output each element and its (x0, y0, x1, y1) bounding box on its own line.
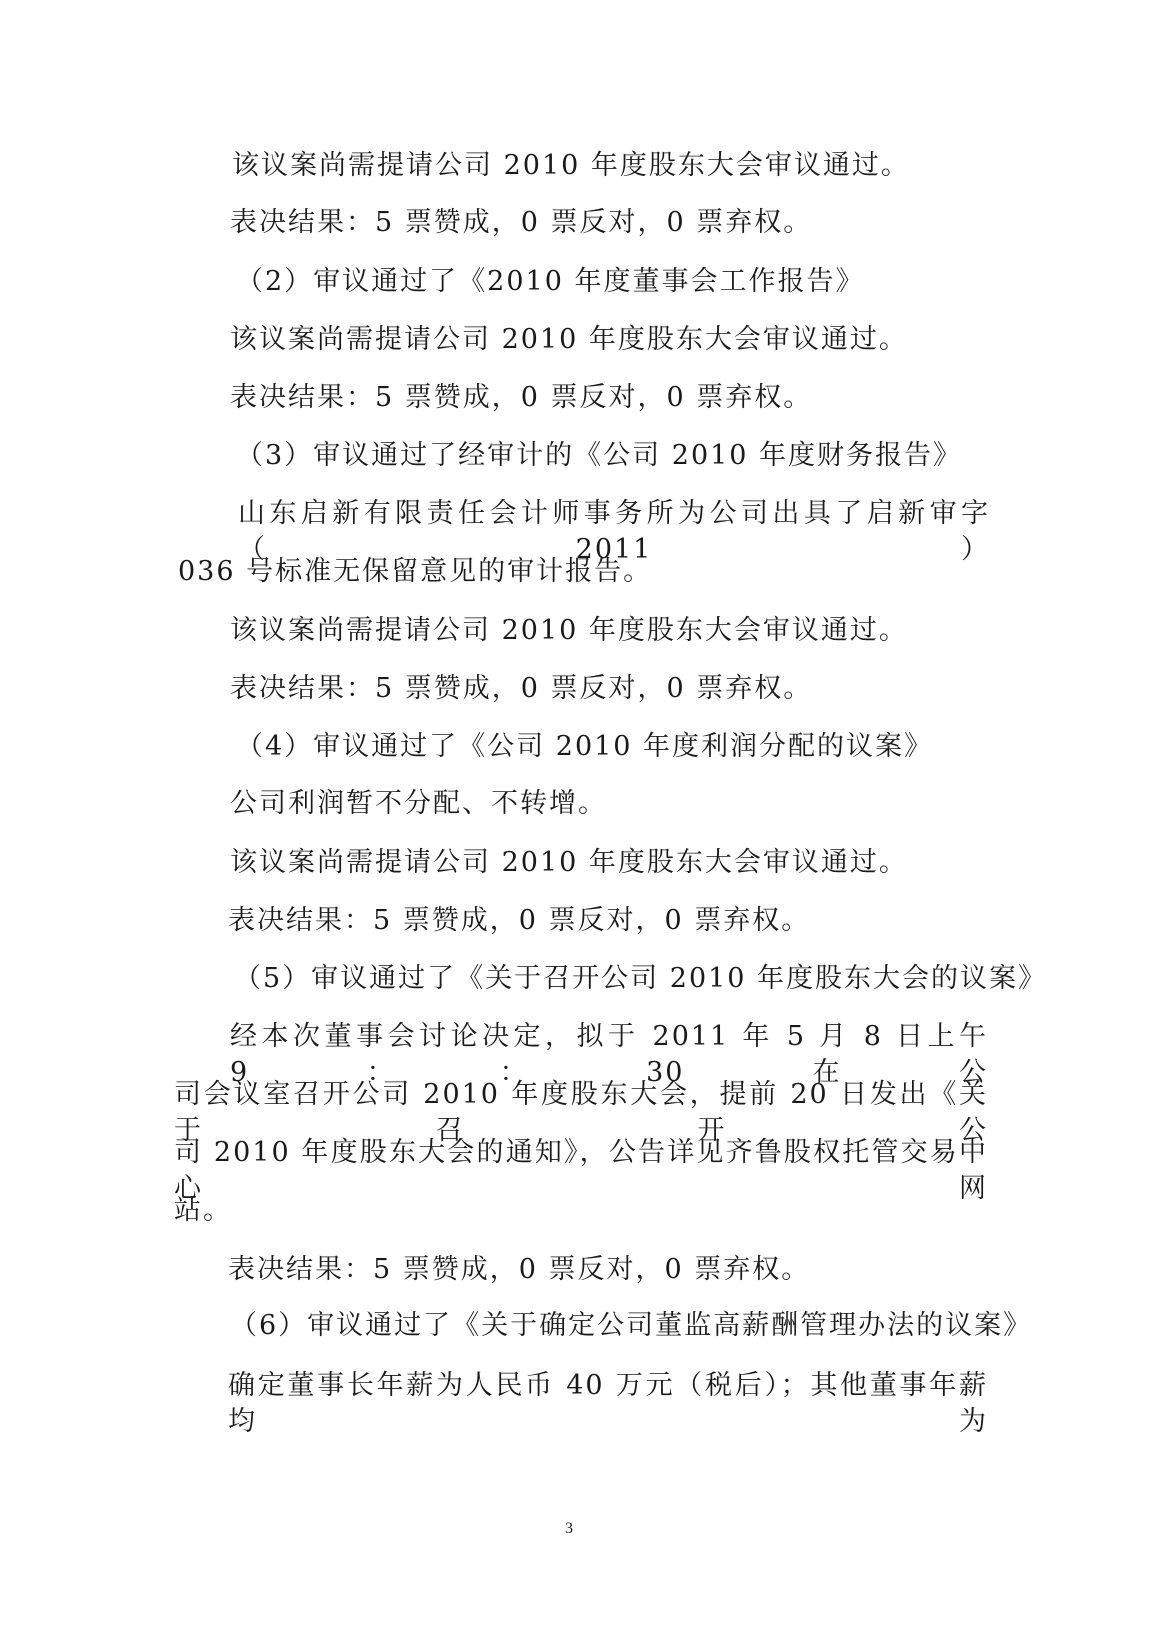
paragraph-line: 表决结果：5 票赞成，0 票反对，0 票弃权。 (230, 673, 813, 704)
paragraph-line: 公司利润暂不分配、不转增。 (230, 788, 607, 819)
section-heading-2: （2）审议通过了《2010 年度董事会工作报告》 (236, 266, 865, 297)
paragraph-line: 山东启新有限责任会计师事务所为公司出具了启新审字（2011） (238, 498, 990, 565)
paragraph-line: 站。 (174, 1195, 232, 1226)
paragraph-line: 036 号标准无保留意见的审计报告。 (178, 556, 653, 587)
paragraph-line: 表决结果：5 票赞成，0 票反对，0 票弃权。 (230, 382, 813, 413)
paragraph-line: 经本次董事会讨论决定，拟于 2011 年 5 月 8 日上午 9：：30 在公 (230, 1021, 988, 1088)
paragraph-line: 表决结果：5 票赞成，0 票反对，0 票弃权。 (228, 1254, 811, 1285)
paragraph-line: 确定董事长年薪为人民币 40 万元（税后）；其他董事年薪均为 (228, 1370, 988, 1437)
section-heading-4: （4）审议通过了《公司 2010 年度利润分配的议案》 (236, 731, 934, 762)
paragraph-line: 该议案尚需提请公司 2010 年度股东大会审议通过。 (230, 615, 908, 646)
paragraph-line: 司会议室召开公司 2010 年度股东大会，提前 20 日发出《关于召开公 (174, 1079, 988, 1146)
paragraph-line: 表决结果：5 票赞成，0 票反对，0 票弃权。 (228, 905, 811, 936)
section-heading-5: （5）审议通过了《关于召开公司 2010 年度股东大会的议案》 (234, 963, 1048, 994)
paragraph-line: 表决结果：5 票赞成，0 票反对，0 票弃权。 (230, 207, 813, 238)
section-heading-6: （6）审议通过了《关于确定公司董监高薪酬管理办法的议案》 (230, 1310, 1033, 1341)
section-heading-3: （3）审议通过了经审计的《公司 2010 年度财务报告》 (236, 440, 963, 471)
paragraph-line: 司 2010 年度股东大会的通知》，公告详见齐鲁股权托管交易中心网 (174, 1137, 988, 1204)
paragraph-line: 该议案尚需提请公司 2010 年度股东大会审议通过。 (232, 150, 910, 181)
page-number: 3 (565, 1520, 573, 1537)
paragraph-line: 该议案尚需提请公司 2010 年度股东大会审议通过。 (230, 324, 908, 355)
paragraph-line: 该议案尚需提请公司 2010 年度股东大会审议通过。 (230, 847, 908, 878)
